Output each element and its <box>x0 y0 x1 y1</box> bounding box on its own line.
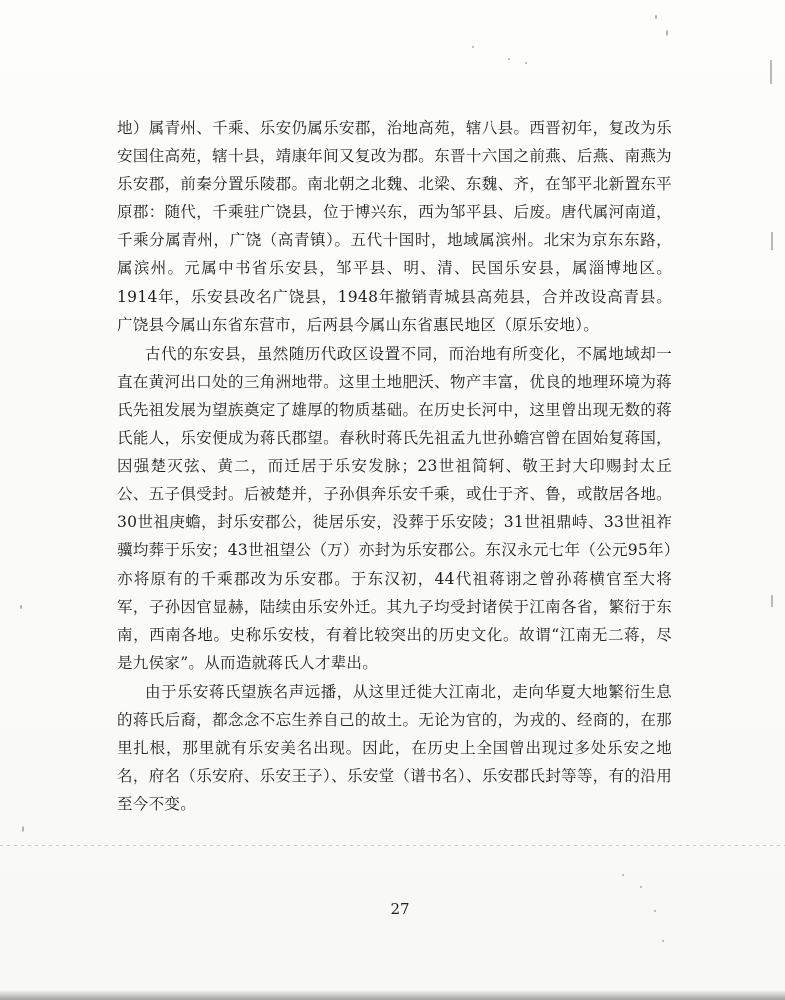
scan-speck <box>666 30 668 36</box>
scan-speck <box>508 58 510 60</box>
scan-speck <box>640 886 642 888</box>
scan-speck <box>654 910 656 912</box>
scan-speck <box>20 605 22 609</box>
scan-speck <box>525 62 527 64</box>
body-text <box>117 114 672 818</box>
scan-speck <box>655 15 657 19</box>
scan-edge-mark <box>770 60 772 84</box>
scan-fold-line <box>0 845 785 846</box>
page-number: 27 <box>390 900 410 918</box>
scan-speck <box>472 46 474 48</box>
scan-speck <box>22 826 24 832</box>
paragraph-1: 地）属青州、千乘、乐安仍属乐安郡，治地高苑，辖八县。西晋初年，复改为乐安国住高苑，辖十县，靖康年间又复改为郡。东晋十六国之前燕、后燕、南燕为乐安郡，前秦分置乐陵郡。南北朝之北魏、北梁、东魏、齐，在邹平北新置东平原郡：随代，千乘驻广饶县，位于博兴东，西为邹平县、后废。唐代属河南道，千乘分属青州，广饶（高青镇）。五代十国时，地域属滨州。北宋为京东东路，属滨州。元属中书省乐安县，邹平县、明、清、民国乐安县，属淄博地区。1914年，乐安县改名广饶县，1948年撤销青城县高苑县，合并改设高青县。广饶县今属山东省东营市，后两县今属山东省惠民地区（原乐安地）。 <box>117 119 672 334</box>
scan-speck <box>662 940 664 942</box>
scan-speck <box>622 874 624 876</box>
paragraph-2: 古代的东安县，虽然随历代政区设置不同，而治地有所变化，不属地域却一直在黄河出口处的三角洲地带。这里土地肥沃、物产丰富，优良的地理环境为蒋氏先祖发展为望族奠定了雄厚的物质基础。在历史长河中，这里曾出现无数的蒋氏能人，乐安便成为蒋氏郡望。春秋时蒋氏先祖孟九世孙蟾宫曾在固始复蒋国，因强楚灭弦、黄二，而迁居于乐安发脉；23世祖简轲、敬王封大印赐封太丘公、五子俱受封。后被楚并，子孙俱奔乐安千乘，或仕于齐、鲁，或散居各地。30世祖庚蟾，封乐安郡公，徙居乐安，没葬于乐安陵；31世祖鼎峙、33世祖祚骥均葬于乐安；43世祖望公（万）亦封为乐安郡公。东汉永元七年（公元95年）亦将原有的千乘郡改为乐安郡。于东汉初，44代祖蒋诩之曾孙蒋横官至大将军，子孙因官显赫，陆续由乐安外迁。其九子均受封诸侯于江南各省，繁衍于东南，西南各地。史称乐安枝，有着比较突出的历史文化。故谓“江南无二蒋，尽是九侯家”。从而造就蒋氏人才辈出。 <box>117 344 672 672</box>
scan-edge-mark <box>771 232 773 250</box>
scan-edge-mark <box>771 595 773 607</box>
paragraph-3: 由于乐安蒋氏望族名声远播，从这里迁徙大江南北，走向华夏大地繁衍生息的蒋氏后裔，都念念不忘生养自己的故土。无论为官的，为戎的、经商的，在那里扎根，那里就有乐安美名出现。因此，在历史上全国曾出现过多处乐安之地名，府名（乐安府、乐安王子）、乐安堂（谱书名）、乐安郡氏封等等，有的沿用至今不变。 <box>117 682 672 814</box>
scan-bottom-edge <box>0 990 785 1000</box>
